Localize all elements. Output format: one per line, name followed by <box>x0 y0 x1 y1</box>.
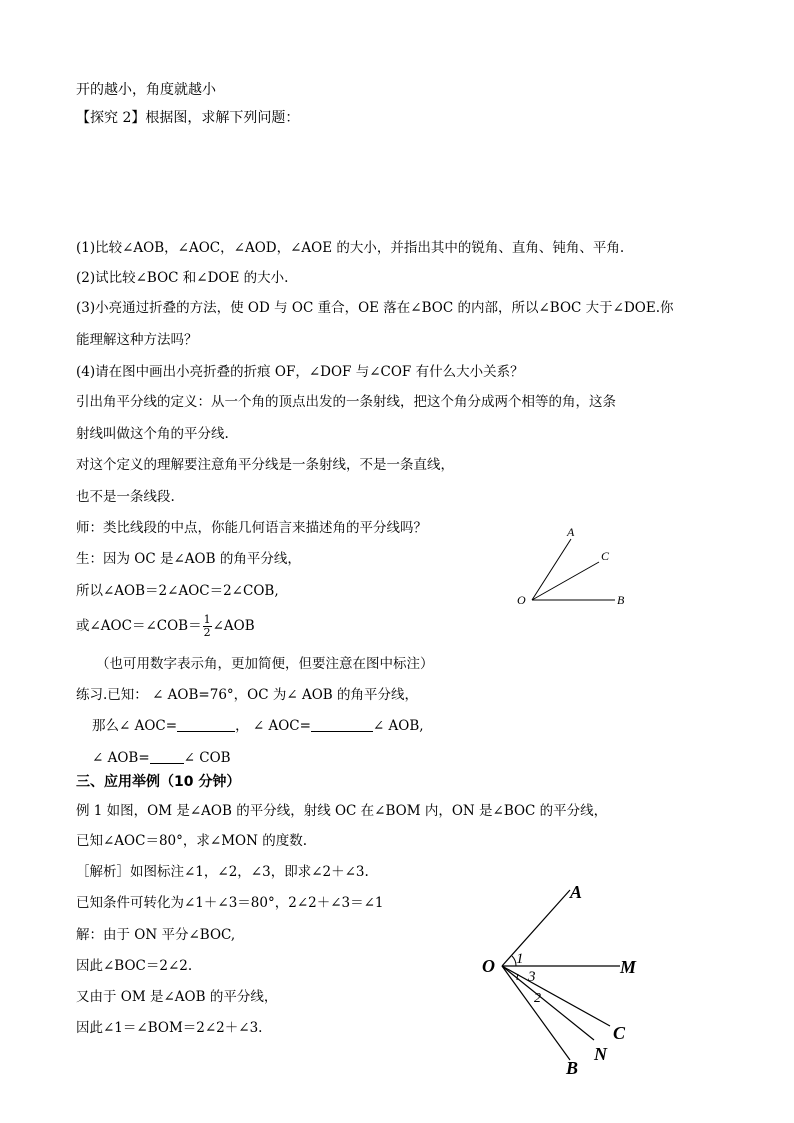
label-a: A <box>567 525 575 539</box>
definition-intro: 引出角平分线的定义：从一个角的顶点出发的一条射线，把这个角分成两个相等的角，这条 <box>76 394 616 410</box>
example-angle-figure <box>470 870 670 1085</box>
ray-oa <box>532 539 571 600</box>
student-answer-2: 所以∠AOB＝2∠AOC＝2∠COB, <box>76 583 279 599</box>
formula-right: ∠AOB <box>212 618 255 634</box>
analysis-line-2: 已知条件可转化为∠1＋∠3＝80°，2∠2＋∠3＝∠1 <box>76 895 384 911</box>
ray-oa <box>502 890 570 966</box>
answer-blank-2[interactable] <box>311 717 373 732</box>
student-answer-3 <box>76 614 255 639</box>
question-1: (1)比较∠AOB，∠AOC，∠AOD，∠AOE 的大小，并指出其中的锐角、直角、钝角、平角. <box>76 240 625 256</box>
student-answer: 生：因为 OC 是∠AOB 的角平分线， <box>76 551 301 567</box>
example-1: 例 1 如图，OM 是∠AOB 的平分线，射线 OC 在∠BOM 内，ON 是∠BOC 的平分线， <box>76 803 608 819</box>
exercise-line: 练习.已知： ∠ AOB=76°，OC 为∠ AOB 的角平分线， <box>76 687 418 703</box>
solution-line-4: 因此∠1＝∠BOM＝2∠2＋∠3. <box>76 1020 263 1036</box>
question-2: (2)试比较∠BOC 和∠DOE 的大小. <box>76 270 289 286</box>
label-c: C <box>613 1023 626 1043</box>
analysis-line: ［解析］如图标注∠1，∠2，∠3，即求∠2＋∠3. <box>76 864 369 880</box>
label-c: C <box>601 549 610 563</box>
angle-label-3: 3 <box>528 969 536 985</box>
solution-line-1: 解：由于 ON 平分∠BOC, <box>76 927 236 943</box>
exercise-blanks-2 <box>92 748 231 768</box>
blank-label-5: ∠ COB <box>183 750 231 766</box>
exploration-heading: 【探究 2】根据图，求解下列问题： <box>76 110 300 126</box>
blank-label-2: ， ∠ AOC= <box>235 718 311 734</box>
question-4: (4)请在图中画出小亮折叠的折痕 OF，∠DOF 与∠COF 有什么大小关系？ <box>76 364 524 380</box>
label-b: B <box>566 1058 579 1078</box>
fraction-half <box>203 614 212 639</box>
question-3-cont: 能理解这种方法吗？ <box>76 332 198 348</box>
label-o: O <box>517 593 526 607</box>
label-o: O <box>482 956 495 976</box>
solution-line-3: 又由于 OM 是∠AOB 的平分线， <box>76 989 278 1005</box>
formula-left: 或∠AOC＝∠COB＝ <box>76 618 202 634</box>
angle-bisector-figure <box>505 520 645 615</box>
angle-label-2: 2 <box>534 991 541 1006</box>
text-line: 开的越小，角度就越小 <box>76 82 216 98</box>
label-m: M <box>620 957 637 977</box>
answer-blank-1[interactable] <box>177 717 235 732</box>
blank-label-4: ∠ AOB= <box>92 750 150 766</box>
blank-label-3: ∠ AOB, <box>372 718 424 734</box>
label-a: A <box>570 882 583 902</box>
label-b: B <box>617 593 625 607</box>
solution-line-2: 因此∠BOC＝2∠2. <box>76 958 193 974</box>
blank-label-1: 那么∠ AOC= <box>92 718 178 734</box>
exercise-blanks-1 <box>92 716 424 736</box>
ray-oc <box>532 562 599 600</box>
question-3: (3)小亮通过折叠的方法，使 OD 与 OC 重合，OE 落在∠BOC 的内部，所以∠BOC 大于∠DOE.你 <box>76 300 674 316</box>
note-line: （也可用数字表示角，更加简便，但要注意在图中标注） <box>96 656 434 672</box>
definition-cont: 射线叫做这个角的平分线. <box>76 426 229 442</box>
label-n: N <box>594 1044 607 1064</box>
definition-note-cont: 也不是一条线段. <box>76 489 175 505</box>
example-1-given: 已知∠AOC＝80°，求∠MON 的度数. <box>76 833 307 849</box>
angle-label-1: 1 <box>516 951 524 967</box>
definition-note: 对这个定义的理解要注意角平分线是一条射线，不是一条直线， <box>76 457 454 473</box>
fraction-denominator: 2 <box>203 626 211 639</box>
answer-blank-3[interactable] <box>150 749 184 764</box>
fraction-numerator: 1 <box>203 613 211 626</box>
section-heading: 三、应用举例（10 分钟） <box>76 774 241 790</box>
teacher-question: 师：类比线段的中点，你能几何语言来描述角的平分线吗？ <box>76 520 427 536</box>
